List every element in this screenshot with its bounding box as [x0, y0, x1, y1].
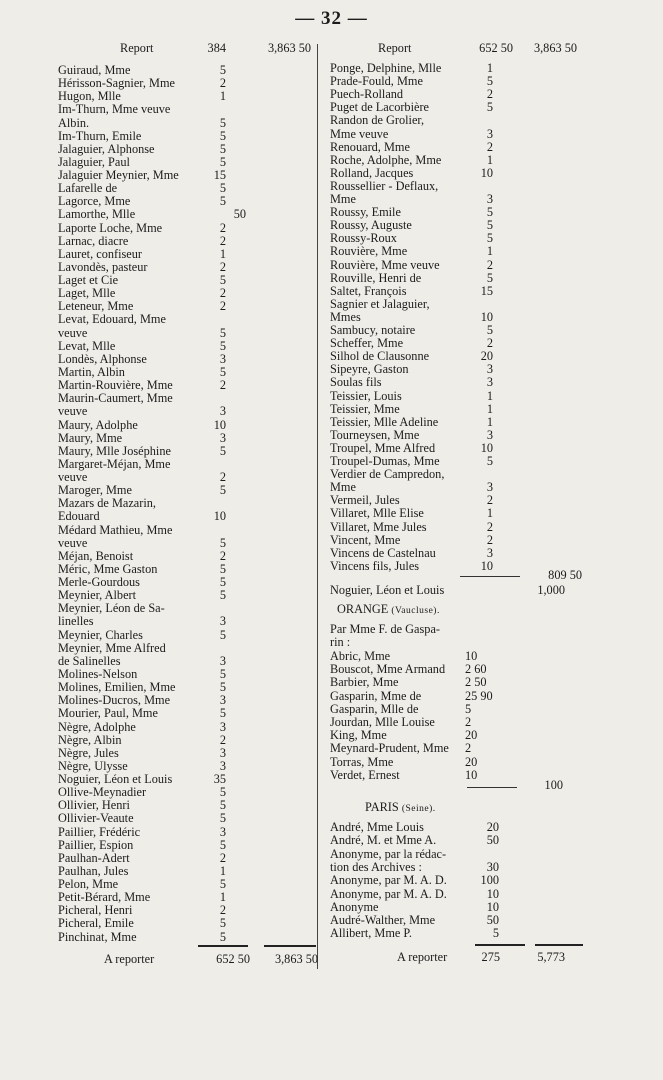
entry-name: Merle-Gourdous	[58, 575, 140, 590]
right-footer-rule-1	[475, 944, 525, 946]
entry-name: Puech-Rolland	[330, 87, 404, 102]
entry-amount: 5	[486, 205, 493, 220]
entry-amount: 2	[486, 532, 493, 547]
entry-amount: 2	[486, 493, 493, 508]
entry-amount: 3	[486, 362, 493, 377]
entry-name: Vincens fils, Jules	[330, 558, 420, 573]
entry-amount: 2 60	[465, 662, 487, 677]
entry-name: Roussy, Auguste	[330, 218, 412, 233]
entry-name: Barbier, Mme	[330, 675, 399, 690]
entry-amount: 10	[465, 767, 478, 782]
entry-name: Laget, Mlle	[58, 286, 116, 301]
entry-name: veuve	[58, 470, 88, 485]
entry-name: Vincens de Castelnau	[330, 545, 436, 560]
entry-amount: 5	[219, 443, 226, 458]
entry-name: Sipeyre, Gaston	[330, 362, 409, 377]
orange-total-rule	[467, 787, 517, 788]
entry-amount: 3	[219, 653, 226, 668]
entry-name: veuve	[58, 535, 88, 550]
entry-name: Meynier, Léon de Sa-	[58, 601, 165, 616]
entry-amount: 2	[219, 286, 226, 301]
entry-name: Anonyme, par la rédac-	[330, 846, 447, 861]
entry-name: Mme	[330, 480, 356, 495]
paris-city: PARIS	[365, 800, 399, 814]
entry-amount: 1	[486, 414, 493, 429]
entry-amount: 5	[219, 115, 226, 130]
entry-name: Torras, Mme	[330, 754, 394, 769]
entry-amount: 3	[219, 404, 226, 419]
entry-amount: 5	[486, 454, 493, 468]
entry-amount: 10	[213, 417, 226, 432]
entry-name: rin :	[330, 635, 351, 650]
entry-amount: 5	[219, 575, 226, 590]
entry-amount: 3	[219, 745, 226, 760]
entry-amount: 5	[486, 74, 493, 89]
entry-name: Levat, Mlle	[58, 338, 116, 353]
entry-amount: 10	[480, 440, 493, 455]
entry-amount: 5	[219, 194, 226, 209]
left-report-label: Report	[120, 41, 154, 55]
entry-amount: 15	[480, 283, 493, 298]
entry-name: Scheffer, Mme	[330, 336, 404, 351]
entry-amount: 5	[219, 141, 226, 156]
entry-amount: 5	[219, 680, 226, 695]
entry-amount: 2	[219, 378, 226, 393]
entry-name: Im-Thurn, Emile	[58, 128, 142, 143]
entry-name: Paulhan-Adert	[58, 850, 130, 865]
entry-name: Villaret, Mme Jules	[330, 519, 427, 534]
entry-name: Ollive-Meynadier	[58, 785, 147, 800]
entry-name: Molines, Emilien, Mme	[58, 680, 176, 695]
entry-name: Anonyme, par M. A. D.	[330, 873, 447, 888]
entry-name: Randon de Grolier,	[330, 113, 425, 128]
entry-name: Pinchinat, Mme	[58, 929, 137, 944]
entry-amount: 3	[486, 427, 493, 442]
entry-name: Teissier, Mlle Adeline	[330, 414, 439, 429]
entry-name: Troupel-Dumas, Mme	[330, 454, 440, 468]
right-report-label: Report	[378, 41, 412, 55]
entry-name: Guiraud, Mme	[58, 63, 131, 77]
entry-name: Lamorthe, Mlle	[58, 207, 136, 222]
entry-amount: 3	[486, 545, 493, 560]
entry-amount: 25 90	[465, 688, 493, 703]
entry-amount: 5	[219, 627, 226, 642]
entry-amount: 1	[219, 89, 226, 104]
entry-amount: 2	[219, 548, 226, 563]
entry-amount: 5	[219, 706, 226, 721]
entry-amount: 5	[219, 798, 226, 813]
left-footer-value-2: 3,863 50	[274, 952, 318, 966]
entry-amount: 1	[486, 388, 493, 403]
left-footer-label: A reporter	[104, 952, 155, 966]
entry-name: Verdet, Ernest	[330, 767, 400, 782]
orange-city: ORANGE	[337, 602, 389, 616]
entry-name: Meynier, Mme Alfred	[58, 640, 166, 655]
entry-amount: 2	[219, 220, 226, 235]
entry-amount: 50	[486, 913, 499, 928]
entry-name: Larnac, diacre	[58, 233, 129, 248]
entry-name: Paillier, Espion	[58, 837, 134, 852]
entry-name: Levat, Edouard, Mme	[58, 312, 166, 327]
entry-amount: 5	[219, 588, 226, 603]
entry-amount: 10	[213, 509, 226, 524]
entry-amount: 1	[486, 401, 493, 416]
entry-amount: 2	[219, 259, 226, 274]
entry-amount: 3	[219, 693, 226, 708]
entry-name: Méjan, Benoist	[58, 548, 134, 563]
noguier-value: 1,000	[537, 583, 565, 597]
entry-amount: 10	[480, 558, 493, 573]
entry-name: Médard Mathieu, Mme	[58, 522, 173, 537]
entry-name: Margaret-Méjan, Mme	[58, 456, 171, 471]
entry-amount: 30	[486, 859, 499, 874]
paris-section-title	[365, 801, 436, 816]
column-divider	[317, 44, 318, 969]
entry-name: Teissier, Louis	[330, 388, 402, 403]
left-report-value-2: 3,863 50	[267, 41, 311, 55]
entry-amount: 3	[219, 719, 226, 734]
entry-name: veuve	[58, 404, 88, 419]
entry-amount: 5	[219, 916, 226, 931]
entry-amount: 5	[219, 837, 226, 852]
entry-amount: 1	[219, 246, 226, 261]
entry-amount: 5	[219, 811, 226, 826]
entry-amount: 3	[486, 192, 493, 206]
entry-amount: 1	[219, 863, 226, 878]
entry-amount: 5	[219, 181, 226, 196]
entry-name: Ponge, Delphine, Mlle	[330, 61, 442, 75]
entry-amount: 5	[219, 561, 226, 576]
entry-name: Tourneysen, Mme	[330, 427, 420, 442]
entry-amount: 10	[486, 886, 499, 901]
entry-name: Soulas fils	[330, 375, 382, 390]
entry-name: Bouscot, Mme Armand	[330, 662, 446, 677]
entry-amount: 2	[486, 519, 493, 534]
entry-amount: 5	[219, 929, 226, 944]
entry-name: Hérisson-Sagnier, Mme	[58, 76, 175, 91]
entry-amount: 5	[219, 325, 226, 340]
entry-amount: 2	[219, 470, 226, 485]
entry-name: Saltet, François	[330, 283, 407, 298]
entry-amount: 10	[486, 899, 499, 914]
entry-name: Rouvière, Mme veuve	[330, 257, 440, 272]
entry-name: Teissier, Mme	[330, 401, 400, 416]
entry-amount: 2	[465, 715, 472, 729]
entry-name: Petit-Bérard, Mme	[58, 890, 151, 905]
entry-name: Noguier, Léon et Louis	[58, 772, 173, 787]
entry-name: Renouard, Mme	[330, 139, 410, 154]
entry-name: Picheral, Henri	[58, 903, 133, 918]
entry-name: Villaret, Mlle Elise	[330, 506, 424, 521]
entry-name: Rouville, Henri de	[330, 270, 422, 285]
entry-amount: 2 50	[465, 675, 487, 690]
right-footer-rule-2	[535, 944, 583, 946]
entry-amount: 20	[465, 754, 478, 769]
entry-amount: 20	[480, 349, 493, 364]
entry-name: Abric, Mme	[330, 649, 391, 663]
entry-amount: 5	[219, 877, 226, 892]
entry-name: Maury, Mlle Joséphine	[58, 443, 171, 458]
entry-amount: 5	[219, 273, 226, 288]
entry-name: Verdier de Campredon,	[330, 467, 445, 482]
entry-amount: 3	[486, 126, 493, 141]
entry-name: Ollivier, Henri	[58, 798, 130, 813]
entry-name: Rouvière, Mme	[330, 244, 408, 259]
entry-amount: 10	[480, 165, 493, 180]
entry-name: Sagnier et Jalaguier,	[330, 296, 430, 311]
entry-name: Edouard	[58, 509, 100, 524]
entry-name: Laporte Loche, Mme	[58, 220, 163, 235]
entry-amount: 2	[486, 336, 493, 351]
entry-name: Mazars de Mazarin,	[58, 496, 156, 511]
entry-amount: 5	[219, 535, 226, 550]
entry-amount: 3	[486, 480, 493, 495]
entry-amount: 5	[219, 154, 226, 169]
entry-name: Leteneur, Mme	[58, 299, 134, 314]
entry-name: Martin, Albin	[58, 364, 125, 379]
entry-name: Lagorce, Mme	[58, 194, 131, 209]
entry-name: Meynier, Albert	[58, 588, 137, 603]
gard-subtotal-value: 809 50	[548, 568, 582, 582]
entry-name: Hugon, Mlle	[58, 89, 121, 104]
entry-name: André, M. et Mme A.	[330, 833, 437, 848]
entry-amount: 20	[486, 820, 499, 834]
noguier-name: Noguier, Léon et Louis	[330, 583, 445, 597]
entry-amount: 2	[219, 76, 226, 91]
entry-name: André, Mme Louis	[330, 820, 424, 834]
entry-name: Par Mme F. de Gaspa-	[330, 622, 441, 636]
entry-amount: 3	[486, 375, 493, 390]
entry-amount: 2	[486, 257, 493, 272]
entry-name: Jalaguier Meynier, Mme	[58, 168, 179, 183]
entry-name: Roche, Adolphe, Mme	[330, 152, 442, 167]
entry-name: Gasparin, Mme de	[330, 688, 422, 703]
entry-name: Mourier, Paul, Mme	[58, 706, 158, 721]
paris-region: (Seine).	[401, 804, 436, 814]
right-footer-label: A reporter	[397, 950, 448, 964]
entry-amount: 5	[219, 128, 226, 143]
entry-name: Mme veuve	[330, 126, 389, 141]
left-footer-rule-1	[198, 945, 248, 947]
entry-amount: 5	[219, 364, 226, 379]
entry-name: Molines-Nelson	[58, 666, 138, 681]
entry-amount: 5	[219, 338, 226, 353]
gard-subtotal-rule	[460, 576, 520, 577]
entry-name: Jalaguier, Alphonse	[58, 141, 155, 156]
entry-amount: 5	[486, 218, 493, 233]
entry-name: Roussy, Emile	[330, 205, 401, 220]
right-report-value-1: 652 50	[479, 41, 513, 55]
entry-name: Sambucy, notaire	[330, 323, 416, 337]
entry-amount: 5	[492, 926, 499, 941]
entry-amount: 10	[480, 309, 493, 324]
entry-name: Molines-Ducros, Mme	[58, 693, 171, 708]
entry-amount: 5	[486, 231, 493, 246]
entry-name: Maury, Mme	[58, 430, 123, 445]
entry-amount: 5	[486, 100, 493, 115]
entry-amount: 50	[486, 833, 499, 848]
left-footer-rule-2	[264, 945, 316, 947]
entry-amount: 2	[219, 299, 226, 314]
entry-name: Nègre, Albin	[58, 732, 122, 747]
entry-name: Nègre, Ulysse	[58, 758, 128, 773]
entry-amount: 20	[465, 728, 478, 743]
entry-amount: 3	[219, 430, 226, 445]
entry-amount: 5	[219, 785, 226, 800]
entry-name: Anonyme, par M. A. D.	[330, 886, 447, 901]
entry-name: Troupel, Mme Alfred	[330, 440, 436, 455]
entry-name: Maurin-Caumert, Mme	[58, 391, 173, 406]
entry-name: Lauret, confiseur	[58, 246, 142, 261]
entry-name: Vincent, Mme	[330, 532, 401, 547]
entry-amount: 3	[219, 758, 226, 773]
entry-amount: 2	[219, 233, 226, 248]
entry-name: Prade-Fould, Mme	[330, 74, 423, 89]
entry-amount: 5	[486, 270, 493, 285]
entry-name: linelles	[58, 614, 94, 629]
entry-name: Ollivier-Veaute	[58, 811, 134, 826]
entry-name: Allibert, Mme P.	[330, 926, 412, 941]
entry-amount: 100	[480, 873, 499, 888]
entry-name: Vermeil, Jules	[330, 493, 400, 508]
entry-amount: 2	[486, 87, 493, 102]
entry-name: Maroger, Mme	[58, 483, 132, 498]
entry-amount: 5	[219, 483, 226, 498]
entry-name: Londès, Alphonse	[58, 351, 147, 366]
entry-name: Anonyme	[330, 899, 379, 914]
entry-amount: 5	[486, 323, 493, 337]
entry-name: Paulhan, Jules	[58, 863, 129, 878]
entry-name: Pelon, Mme	[58, 877, 119, 892]
right-footer-value-1: 275	[481, 950, 500, 964]
entry-name: Paillier, Frédéric	[58, 824, 141, 839]
right-footer-value-2: 5,773	[537, 950, 565, 964]
page-number: — 32 —	[295, 8, 368, 29]
entry-name: Martin-Rouvière, Mme	[58, 378, 173, 393]
right-report-value-2: 3,863 50	[533, 41, 577, 55]
entry-name: de Salinelles	[58, 653, 121, 668]
entry-name: Nègre, Adolphe	[58, 719, 136, 734]
entry-amount: 5	[465, 701, 472, 716]
entry-amount: 2	[465, 741, 472, 756]
entry-amount: 35	[213, 772, 226, 787]
left-report-value-1: 384	[207, 41, 226, 55]
entry-amount: 1	[486, 244, 493, 259]
entry-name: Roussy-Roux	[330, 231, 397, 246]
entry-amount: 15	[213, 168, 226, 183]
entry-amount: 5	[219, 63, 226, 77]
entry-name: Jalaguier, Paul	[58, 154, 130, 169]
entry-name: Meynier, Charles	[58, 627, 143, 642]
entry-name: Mme	[330, 192, 356, 206]
entry-name: Rolland, Jacques	[330, 165, 414, 180]
entry-name: Im-Thurn, Mme veuve	[58, 102, 171, 117]
entry-amount: 2	[219, 903, 226, 918]
entry-name: Audré-Walther, Mme	[330, 913, 436, 928]
entry-amount: 50	[233, 207, 246, 222]
entry-name: veuve	[58, 325, 88, 340]
entry-name: Méric, Mme Gaston	[58, 561, 158, 576]
entry-name: King, Mme	[330, 728, 387, 743]
entry-amount: 5	[219, 666, 226, 681]
entry-amount: 3	[219, 614, 226, 629]
entry-name: Picheral, Emile	[58, 916, 134, 931]
entry-amount: 2	[486, 139, 493, 154]
entry-name: Puget de Lacorbière	[330, 100, 430, 115]
entry-amount: 1	[486, 61, 493, 75]
entry-amount: 1	[219, 890, 226, 905]
left-footer-value-1: 652 50	[216, 952, 250, 966]
entry-name: Roussellier - Deflaux,	[330, 178, 439, 193]
entry-name: tion des Archives :	[330, 859, 422, 874]
entry-name: Jourdan, Mlle Louise	[330, 715, 435, 729]
orange-total-value: 100	[544, 778, 563, 792]
entry-amount: 2	[219, 850, 226, 865]
entry-name: Silhol de Clausonne	[330, 349, 430, 364]
entry-name: Albin.	[58, 115, 90, 130]
entry-name: Mmes	[330, 309, 361, 324]
orange-region: (Vaucluse).	[391, 606, 440, 616]
entry-name: Lavondès, pasteur	[58, 259, 148, 274]
entry-name: Meynard-Prudent, Mme	[330, 741, 449, 756]
entry-amount: 1	[486, 152, 493, 167]
entry-amount: 10	[465, 649, 478, 663]
entry-name: Gasparin, Mlle de	[330, 701, 419, 716]
entry-name: Lafarelle de	[58, 181, 118, 196]
entry-name: Maury, Adolphe	[58, 417, 138, 432]
entry-name: Nègre, Jules	[58, 745, 119, 760]
entry-amount: 3	[219, 824, 226, 839]
orange-section-title	[337, 603, 440, 618]
entry-amount: 1	[486, 506, 493, 521]
entry-name: Laget et Cie	[58, 273, 119, 288]
entry-amount: 3	[219, 351, 226, 366]
entry-amount: 2	[219, 732, 226, 747]
